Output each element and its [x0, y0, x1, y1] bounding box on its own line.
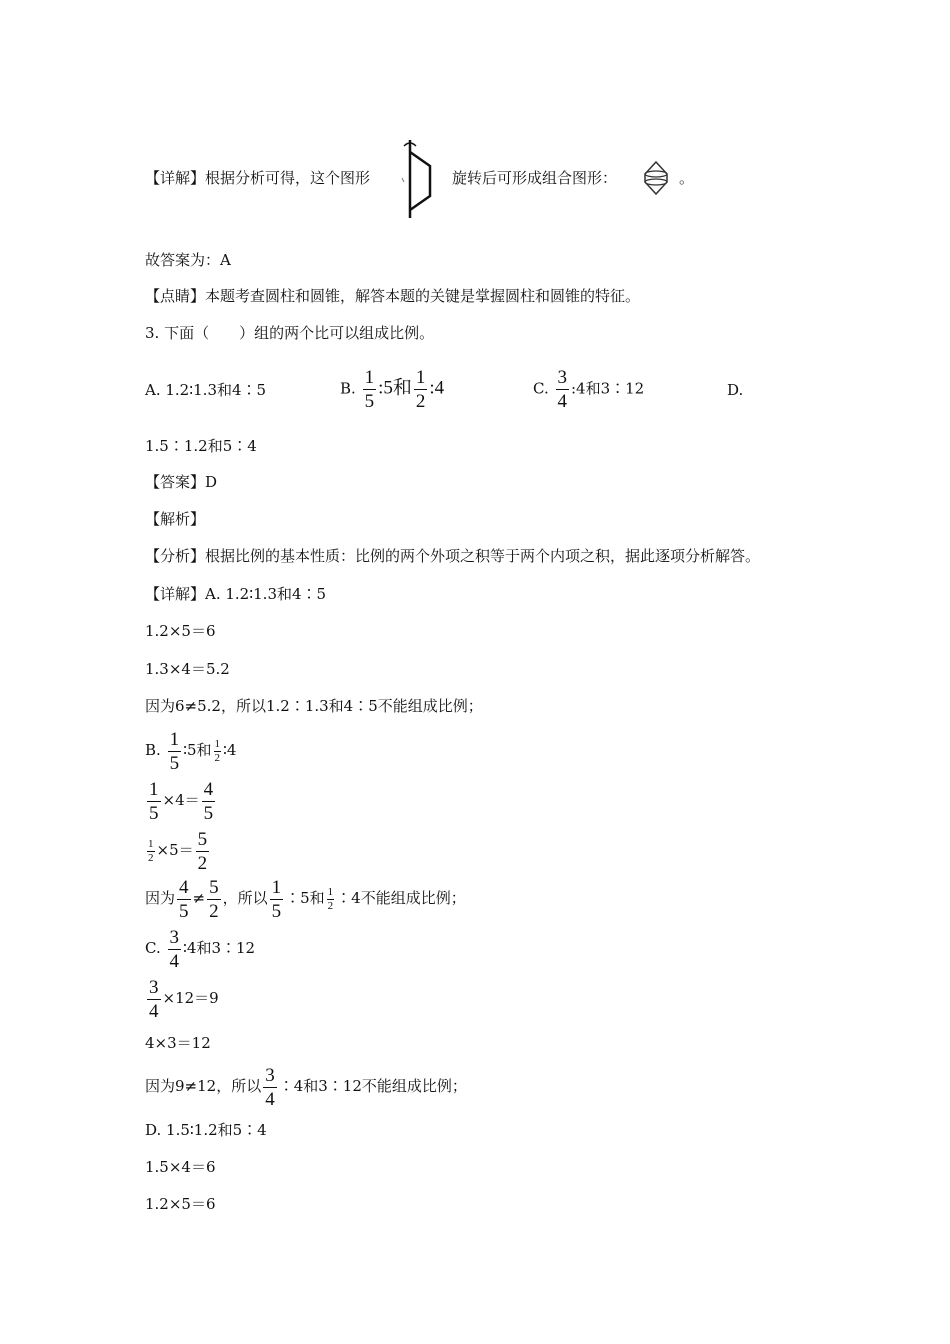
calc-b-1-result — [202, 780, 216, 823]
denominator: 5 — [149, 802, 159, 824]
detail-b-mid: ∶5和 — [183, 741, 212, 759]
calc-b-2-result — [196, 830, 210, 873]
denominator: 5 — [271, 900, 282, 922]
denominator: 4 — [265, 1088, 275, 1110]
conclusion-a: 因为6≠5.2，所以1.2∶1.3和4∶5不能组成比例； — [145, 697, 483, 715]
numerator: 1 — [214, 737, 221, 750]
denominator: 5 — [169, 752, 180, 774]
calc-b-1 — [145, 778, 217, 822]
conclusion-b-e: ∶4不能组成比例； — [336, 889, 466, 907]
denominator: 5 — [179, 900, 189, 922]
option-b-mid: :5和 — [378, 377, 412, 399]
numerator: 1 — [415, 367, 426, 388]
conclusion-b-d: ∶5和 — [285, 889, 325, 907]
question-3: 3. 下面（ ）组的两个比可以组成比例。 — [145, 324, 435, 342]
calc-d-1: 1.5×4＝6 — [145, 1158, 216, 1176]
calc-c-1 — [145, 976, 219, 1020]
numerator: 4 — [179, 876, 189, 898]
numerator: 5 — [197, 828, 208, 850]
option-c — [533, 368, 644, 411]
numerator: 3 — [557, 367, 567, 388]
detail-c-rest: ∶4和3∶12 — [183, 939, 256, 957]
option-b — [340, 368, 444, 411]
tip-line: 【点睛】本题考查圆柱和圆锥，解答本题的关键是掌握圆柱和圆锥的特征。 — [145, 287, 641, 305]
detail-text-b: 旋转后可形成组合图形： — [452, 169, 618, 187]
option-a: A. 1.2∶1.3和4∶5 — [145, 381, 267, 399]
detail-b-end: ∶4 — [223, 741, 237, 759]
conclusion-c-a: 因为9≠12，所以 — [145, 1077, 262, 1095]
conclusion-b-a: 因为 — [145, 889, 176, 907]
numerator: 3 — [169, 926, 179, 948]
option-b-label: B. — [340, 379, 356, 398]
conclusion-b-frac-1 — [177, 878, 191, 921]
calc-c-1-rest: ×12＝9 — [162, 989, 219, 1007]
calc-a-1: 1.2×5＝6 — [145, 622, 216, 640]
calc-b-1-frac — [147, 780, 161, 823]
denominator: 5 — [203, 802, 214, 824]
numerator: 1 — [169, 728, 180, 750]
analysis-line: 【分析】根据比例的基本性质：比例的两个外项之积等于两个内项之积，据此逐项分析解答。 — [145, 547, 761, 565]
options-row — [145, 368, 845, 412]
calc-c-1-frac — [147, 978, 161, 1021]
calc-b-2-small-frac — [147, 839, 155, 864]
detail-a-line: 【详解】A. 1.2∶1.3和4∶5 — [145, 585, 327, 603]
option-c-end: :4和3∶12 — [571, 379, 645, 398]
numerator: 5 — [209, 876, 219, 898]
calc-d-2: 1.2×5＝6 — [145, 1195, 216, 1213]
numerator: 1 — [148, 837, 154, 850]
calc-b-1-op: ×4＝ — [162, 791, 200, 809]
conclusion-b-c: ，所以 — [222, 889, 268, 907]
numerator: 1 — [271, 876, 282, 898]
conclusion-b — [145, 876, 466, 920]
detail-b-label: B. — [145, 741, 161, 759]
numerator: 3 — [149, 976, 159, 998]
trapezoid-figure-icon — [396, 138, 438, 220]
calc-a-2: 1.3×4＝5.2 — [145, 660, 230, 678]
answer-summary: 故答案为：A — [145, 251, 231, 269]
denominator: 2 — [327, 899, 334, 912]
calc-c-2: 4×3＝12 — [145, 1034, 211, 1052]
conclusion-c — [145, 1064, 467, 1108]
denominator: 4 — [169, 950, 179, 972]
numerator: 4 — [203, 778, 214, 800]
conclusion-c-frac — [263, 1066, 277, 1109]
option-c-label: C. — [533, 379, 549, 398]
denominator: 4 — [557, 391, 567, 412]
conclusion-b-small-frac — [327, 887, 335, 912]
denominator: 2 — [197, 852, 208, 874]
numerator: 1 — [327, 885, 334, 898]
detail-b-line — [145, 728, 236, 772]
denominator: 2 — [209, 900, 219, 922]
detail-c-label: C. — [145, 939, 161, 957]
detail-line-1b — [452, 168, 617, 188]
denominator: 2 — [148, 851, 154, 864]
numerator: 3 — [265, 1064, 275, 1086]
conclusion-c-b: ∶4和3∶12不能组成比例； — [278, 1077, 467, 1095]
conclusion-b-b: ≠ — [192, 889, 206, 907]
conclusion-b-frac-3 — [270, 878, 284, 921]
combined-solid-icon — [641, 160, 671, 196]
calc-b-2 — [145, 828, 211, 872]
denominator: 4 — [149, 1000, 159, 1022]
denominator: 5 — [364, 391, 375, 412]
detail-c-frac — [168, 928, 182, 971]
detail-c-line — [145, 926, 255, 970]
detail-b-small-frac — [214, 739, 222, 764]
conclusion-b-frac-2 — [207, 878, 221, 921]
option-d-text: 1.5∶1.2和5∶4 — [145, 437, 257, 455]
detail-text-c: 。 — [679, 169, 695, 187]
detail-d-line: D. 1.5∶1.2和5∶4 — [145, 1121, 267, 1139]
option-b-frac-1 — [363, 368, 377, 411]
numerator: 1 — [149, 778, 159, 800]
detail-text-a: 【详解】根据分析可得，这个图形 — [145, 169, 371, 187]
answer-line: 【答案】D — [145, 473, 218, 491]
option-b-frac-2 — [414, 368, 428, 411]
denominator: 2 — [214, 751, 221, 764]
option-d: D. — [727, 381, 744, 399]
detail-line-1c — [679, 168, 694, 188]
analysis-heading: 【解析】 — [145, 510, 206, 528]
calc-b-2-op: ×5＝ — [156, 841, 194, 859]
option-c-frac — [556, 368, 570, 411]
detail-line-1 — [145, 168, 370, 188]
numerator: 1 — [364, 367, 375, 388]
denominator: 2 — [415, 391, 426, 412]
detail-b-frac — [168, 730, 182, 773]
option-b-end: :4 — [429, 377, 445, 399]
